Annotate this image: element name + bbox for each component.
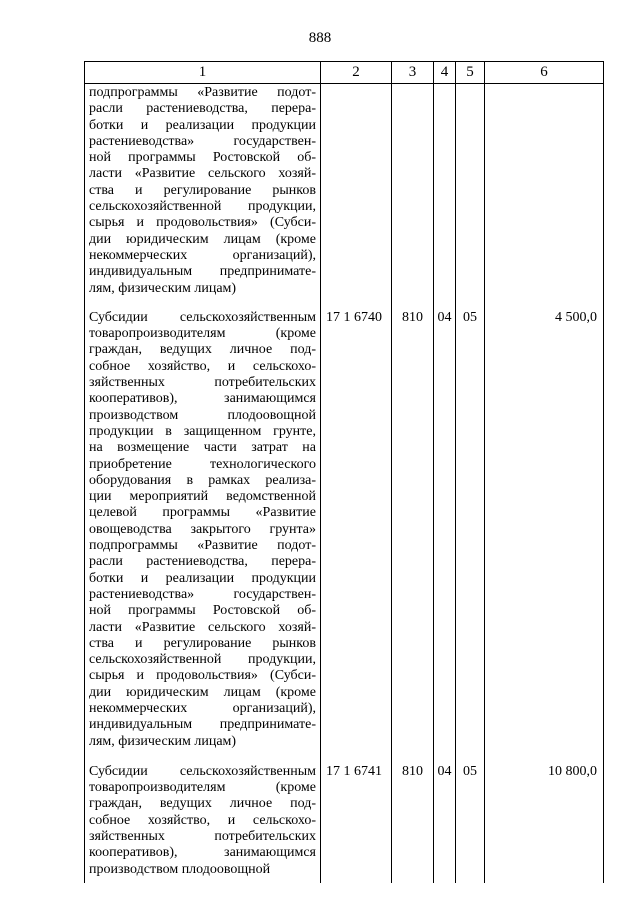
description-line: приобретение технологического xyxy=(89,456,316,472)
row-description xyxy=(85,84,321,301)
description-line: граждан, ведущих личное под- xyxy=(89,342,316,358)
description-line: расли растениеводства, перера- xyxy=(89,101,316,117)
subsection-code: 05 xyxy=(456,755,485,883)
row-description xyxy=(85,755,321,883)
description-line: сельскохозяйственной продукции, xyxy=(89,199,316,215)
table-row xyxy=(85,84,604,301)
description-line: оборудования в рамках реализа- xyxy=(89,472,316,488)
table-body xyxy=(85,84,604,883)
description-line: подпрограммы «Развитие подот- xyxy=(89,85,316,100)
description-line: производством плодоовощной xyxy=(89,861,271,877)
expense-type-code: 810 xyxy=(392,301,434,755)
target-article-code: 17 1 6740 xyxy=(321,301,392,755)
target-article-code: 17 1 6741 xyxy=(321,755,392,883)
description-line: индивидуальным предпринимате- xyxy=(89,264,316,280)
description-line: ласти «Развитие сельского хозяй- xyxy=(89,619,316,635)
description-line: кооперативов), занимающимся xyxy=(89,391,316,407)
description-line: зяйственных потребительских xyxy=(89,375,316,391)
description-line: ботки и реализации продукции xyxy=(89,117,316,133)
table-row xyxy=(85,301,604,755)
description-line: некоммерческих организаций), xyxy=(89,700,316,716)
description-line: Субсидии сельскохозяйственным xyxy=(89,763,316,779)
header-row xyxy=(85,62,604,84)
description-line: продукции в защищенном грунте, xyxy=(89,423,316,439)
column-header-3: 3 xyxy=(392,62,434,84)
description-line: ции мероприятий ведомственной xyxy=(89,489,316,505)
description-line: дии юридическим лицам (кроме xyxy=(89,231,316,247)
description-line: ботки и реализации продукции xyxy=(89,570,316,586)
page-number: 888 xyxy=(308,30,332,46)
amount-value xyxy=(485,84,604,301)
description-line: целевой программы «Развитие xyxy=(89,505,316,521)
table-row xyxy=(85,755,604,883)
description-line: растениеводства» государствен- xyxy=(89,133,316,149)
expense-type-code xyxy=(392,84,434,301)
description-line: ной программы Ростовской об- xyxy=(89,603,316,619)
budget-table xyxy=(84,61,604,883)
row-description xyxy=(85,301,321,755)
description-line: сырья и продовольствия» (Субси- xyxy=(89,668,316,684)
description-line: Субсидии сельскохозяйственным xyxy=(89,309,316,325)
description-line: некоммерческих организаций), xyxy=(89,247,316,263)
expense-type-code: 810 xyxy=(392,755,434,883)
description-line: зяйственных потребительских xyxy=(89,829,316,845)
section-code: 04 xyxy=(434,755,456,883)
description-line: граждан, ведущих личное под- xyxy=(89,796,316,812)
description-line: ласти «Развитие сельского хозяй- xyxy=(89,166,316,182)
column-header-6: 6 xyxy=(485,62,604,84)
description-line: собное хозяйство, и сельскохо- xyxy=(89,358,316,374)
description-line: индивидуальным предпринимате- xyxy=(89,717,316,733)
column-header-4: 4 xyxy=(434,62,456,84)
description-line: расли растениеводства, перера- xyxy=(89,554,316,570)
column-header-1: 1 xyxy=(85,62,321,84)
column-header-2: 2 xyxy=(321,62,392,84)
description-line: собное хозяйство, и сельскохо- xyxy=(89,812,316,828)
column-header-5: 5 xyxy=(456,62,485,84)
description-line: товаропроизводителям (кроме xyxy=(89,326,316,342)
description-line: на возмещение части затрат на xyxy=(89,440,316,456)
description-line: овощеводства закрытого грунта» xyxy=(89,521,316,537)
description-line: сырья и продовольствия» (Субси- xyxy=(89,215,316,231)
description-line: кооперативов), занимающимся xyxy=(89,845,316,861)
description-line: ства и регулирование рынков xyxy=(89,635,316,651)
subsection-code: 05 xyxy=(456,301,485,755)
description-line: растениеводства» государствен- xyxy=(89,586,316,602)
description-line: ства и регулирование рынков xyxy=(89,182,316,198)
section-code: 04 xyxy=(434,301,456,755)
amount-value: 4 500,0 xyxy=(485,301,604,755)
description-line: товаропроизводителям (кроме xyxy=(89,780,316,796)
description-line: производством плодоовощной xyxy=(89,407,316,423)
amount-value: 10 800,0 xyxy=(485,755,604,883)
section-code xyxy=(434,84,456,301)
description-line: дии юридическим лицам (кроме xyxy=(89,684,316,700)
target-article-code xyxy=(321,84,392,301)
subsection-code xyxy=(456,84,485,301)
description-line: подпрограммы «Развитие подот- xyxy=(89,538,316,554)
description-line: лям, физическим лицам) xyxy=(89,280,237,296)
description-line: сельскохозяйственной продукции, xyxy=(89,652,316,668)
description-line: ной программы Ростовской об- xyxy=(89,150,316,166)
description-line: лям, физическим лицам) xyxy=(89,733,237,749)
